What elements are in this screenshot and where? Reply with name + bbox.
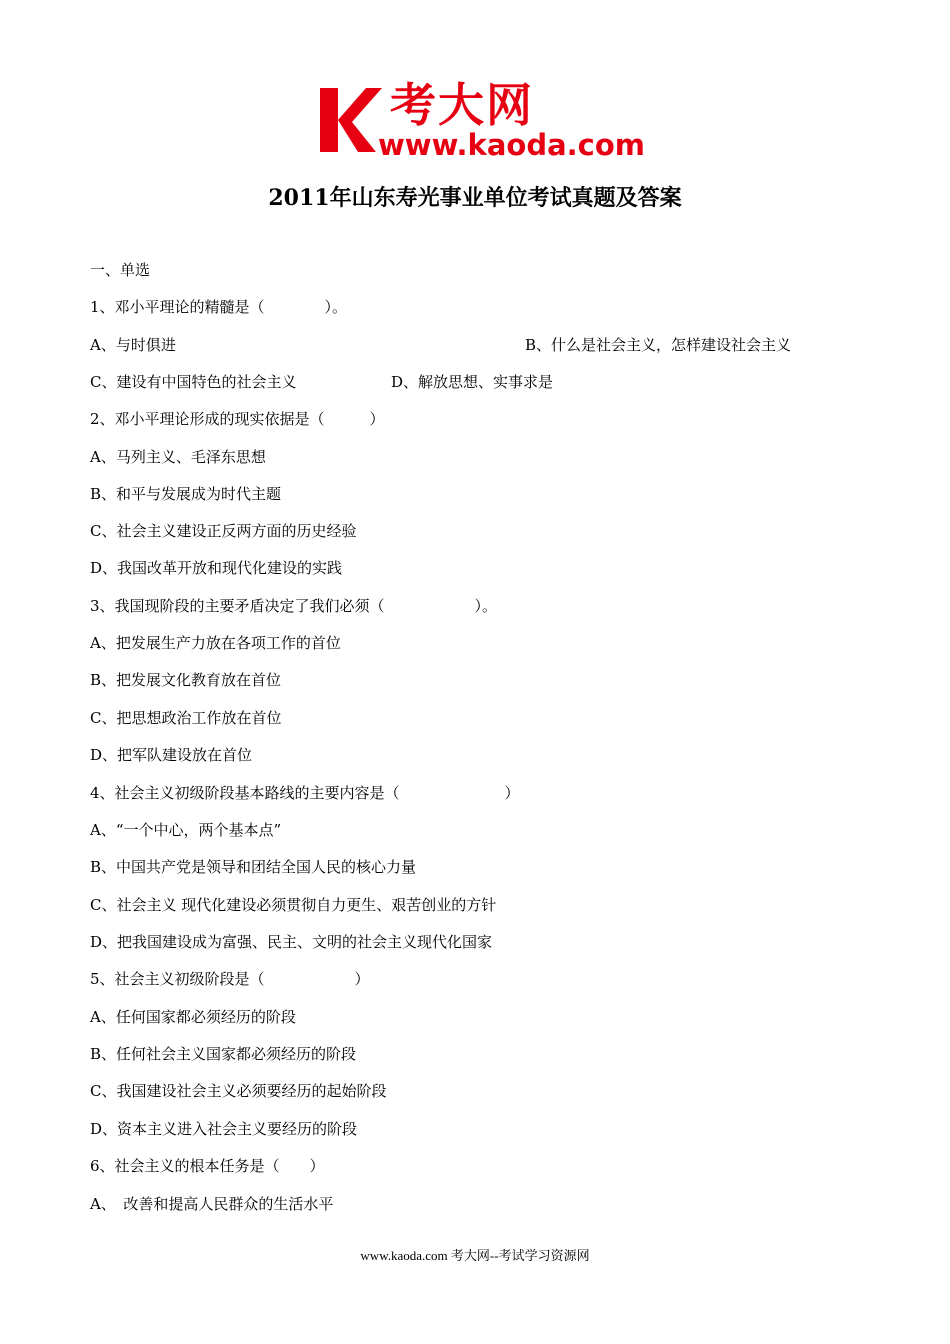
question-5-option-d: D、资本主义进入社会主义要经历的阶段	[90, 1120, 358, 1138]
question-1-option-a: A、与时俱进	[90, 336, 176, 354]
question-6-stem: 6、社会主义的根本任务是（ ）	[90, 1157, 325, 1175]
question-4-option-c: C、社会主义 现代化建设必须贯彻自力更生、艰苦创业的方针	[90, 896, 497, 914]
question-1-option-b: B、什么是社会主义，怎样建设社会主义	[525, 336, 792, 354]
question-1-option-c: C、建设有中国特色的社会主义	[90, 373, 297, 391]
k-letter-icon	[318, 84, 382, 156]
question-2-stem: 2、邓小平理论形成的现实依据是（ ）	[90, 410, 385, 428]
question-3-stem: 3、我国现阶段的主要矛盾决定了我们必须（ ）。	[90, 597, 498, 615]
kaoda-logo	[318, 78, 645, 162]
question-5-option-c: C、我国建设社会主义必须要经历的起始阶段	[90, 1082, 387, 1100]
question-4-option-d: D、把我国建设成为富强、民主、文明的社会主义现代化国家	[90, 933, 493, 951]
logo-url-text: www.kaoda.com	[378, 128, 645, 162]
question-3-option-c: C、把思想政治工作放在首位	[90, 709, 282, 727]
question-4-option-b: B、中国共产党是领导和团结全国人民的核心力量	[90, 858, 417, 876]
page-footer: www.kaoda.com 考大网--考试学习资源网	[360, 1248, 590, 1263]
question-5-option-a: A、任何国家都必须经历的阶段	[90, 1008, 296, 1026]
question-5-option-b: B、任何社会主义国家都必须经历的阶段	[90, 1045, 357, 1063]
document-title: 2011年山东寿光事业单位考试真题及答案	[268, 185, 682, 211]
question-1-option-d: D、解放思想、实事求是	[391, 373, 554, 391]
section-heading: 一、单选	[90, 261, 151, 279]
question-2-option-c: C、社会主义建设正反两方面的历史经验	[90, 522, 357, 540]
question-2-option-d: D、我国改革开放和现代化建设的实践	[90, 559, 343, 577]
question-6-option-a: A、 改善和提高人民群众的生活水平	[90, 1195, 334, 1213]
question-4-stem: 4、社会主义初级阶段基本路线的主要内容是（ ）	[90, 784, 520, 802]
question-3-option-a: A、把发展生产力放在各项工作的首位	[90, 634, 341, 652]
question-3-option-d: D、把军队建设放在首位	[90, 746, 253, 764]
logo-chinese-text: 考大网	[390, 78, 534, 132]
question-1-stem: 1、邓小平理论的精髓是（ ）。	[90, 298, 348, 316]
question-2-option-b: B、和平与发展成为时代主题	[90, 485, 282, 503]
question-4-option-a: A、“一个中心，两个基本点”	[90, 821, 282, 839]
question-3-option-b: B、把发展文化教育放在首位	[90, 671, 282, 689]
question-2-option-a: A、马列主义、毛泽东思想	[90, 448, 266, 466]
question-5-stem: 5、社会主义初级阶段是（ ）	[90, 970, 370, 988]
